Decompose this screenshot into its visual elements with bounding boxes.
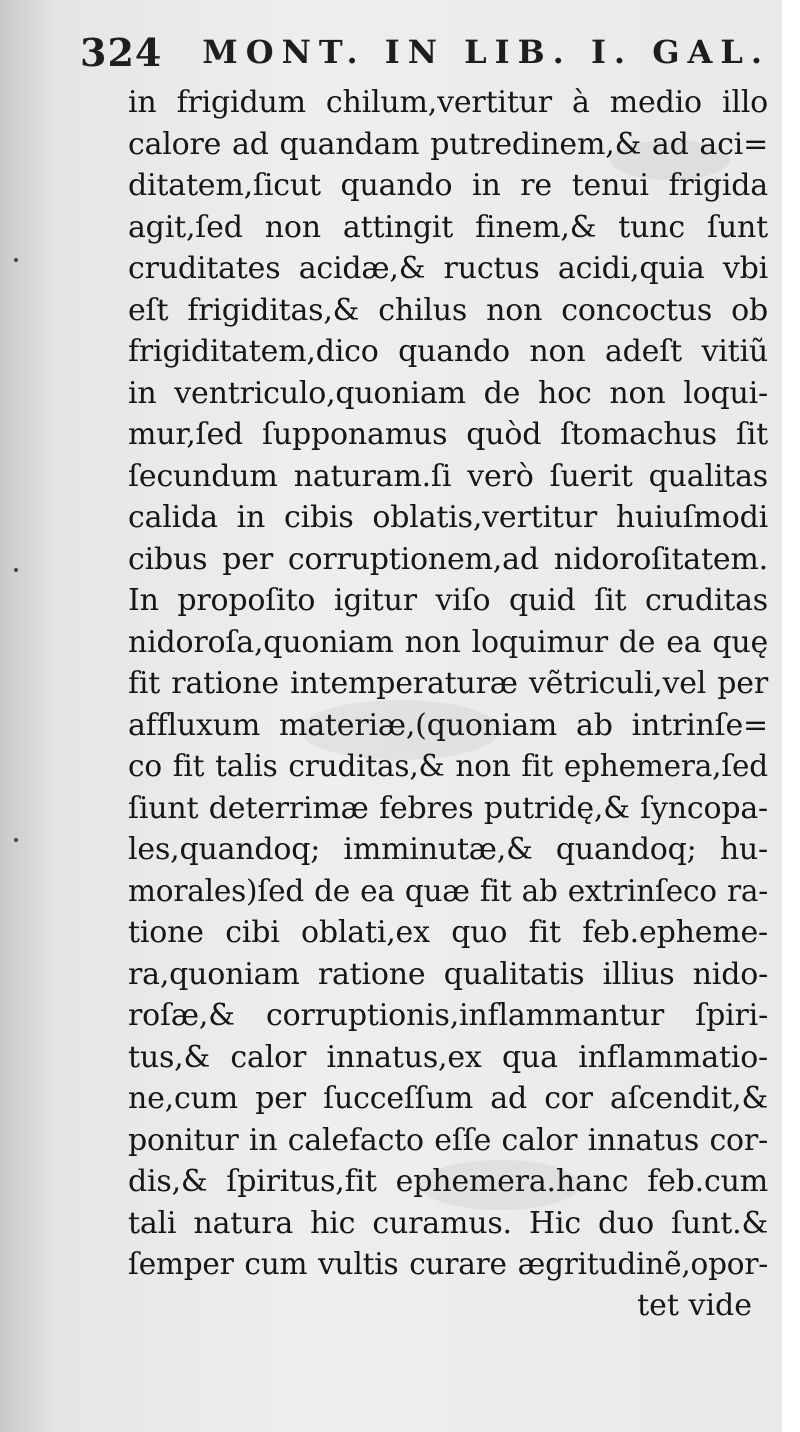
page-header <box>80 30 770 74</box>
text-line: co fit talis cruditas,& non fit ephemera,ſed <box>128 749 768 783</box>
margin-speck <box>14 568 18 572</box>
text-line: agit,ſed non attingit finem,& tunc ſunt <box>128 209 768 245</box>
text-line: ditatem,ſicut quando in re tenui frigida <box>128 168 768 203</box>
body-text <box>128 82 768 1286</box>
text-line: ſiunt deterrimæ febres putridę,& ſyncopa- <box>128 790 768 826</box>
margin-speck <box>14 838 18 842</box>
text-line: les,quandoq; imminutæ,& quandoq; hu- <box>128 832 768 867</box>
running-head: MONT. IN LIB. I. GAL. <box>202 33 770 71</box>
text-line: ſemper cum vultis curare ægritudinẽ,opor- <box>128 1247 768 1281</box>
text-line: calore ad quandam putredinem,& ad aci= <box>128 126 768 162</box>
text-line: cibus per corruptionem,ad nidoroſitatem. <box>128 541 768 577</box>
text-line: dis,& ſpiritus,fit ephemera.hanc feb.cum <box>128 1164 768 1199</box>
text-line: ra,quoniam ratione qualitatis illius nido- <box>128 956 768 992</box>
text-line: fit ratione intemperaturæ vẽtriculi,vel per <box>128 666 768 701</box>
text-line: morales)ſed de ea quæ fit ab extrinſeco ra- <box>128 873 768 908</box>
text-line: ponitur in calefacto eſſe calor innatus cor- <box>128 1122 768 1158</box>
text-line: affluxum materiæ,(quoniam ab intrinſe= <box>128 707 768 743</box>
text-line: tus,& calor innatus,ex qua inflammatio- <box>128 1039 768 1075</box>
text-line: in frigidum chilum,vertitur à medio illo <box>128 85 768 120</box>
margin-speck <box>14 258 18 262</box>
text-line: tali natura hic curamus. Hic duo ſunt.& <box>128 1205 768 1241</box>
text-line: tione cibi oblati,ex quo fit feb.epheme- <box>128 915 768 950</box>
catchword: tet vide <box>637 1288 752 1323</box>
text-line: In propoſito igitur viſo quid ſit cruditas <box>128 583 768 618</box>
text-line: ſecundum naturam.ſi verò ſuerit qualitas <box>128 458 768 494</box>
text-line: frigiditatem,dico quando non adeſt vitiũ <box>128 334 768 369</box>
page-number: 324 <box>80 29 163 75</box>
gutter-shadow <box>0 0 60 1432</box>
text-line: cruditates acidæ,& ructus acidi,quia vbi <box>128 251 768 286</box>
scan-margin <box>782 0 800 1432</box>
text-line: eſt frigiditas,& chilus non concoctus ob <box>128 292 768 328</box>
text-line: nidoroſa,quoniam non loquimur de ea quę <box>128 624 768 660</box>
text-line: roſæ,& corruptionis,inflammantur ſpiri- <box>128 998 768 1033</box>
text-line: mur,ſed ſupponamus quòd ſtomachus ſit <box>128 417 768 452</box>
text-line: ne,cum per ſucceſſum ad cor aſcendit,& <box>128 1081 768 1116</box>
text-line: in ventriculo,quoniam de hoc non loqui- <box>128 375 768 411</box>
text-line: calida in cibis oblatis,vertitur huiuſmodi <box>128 500 768 535</box>
